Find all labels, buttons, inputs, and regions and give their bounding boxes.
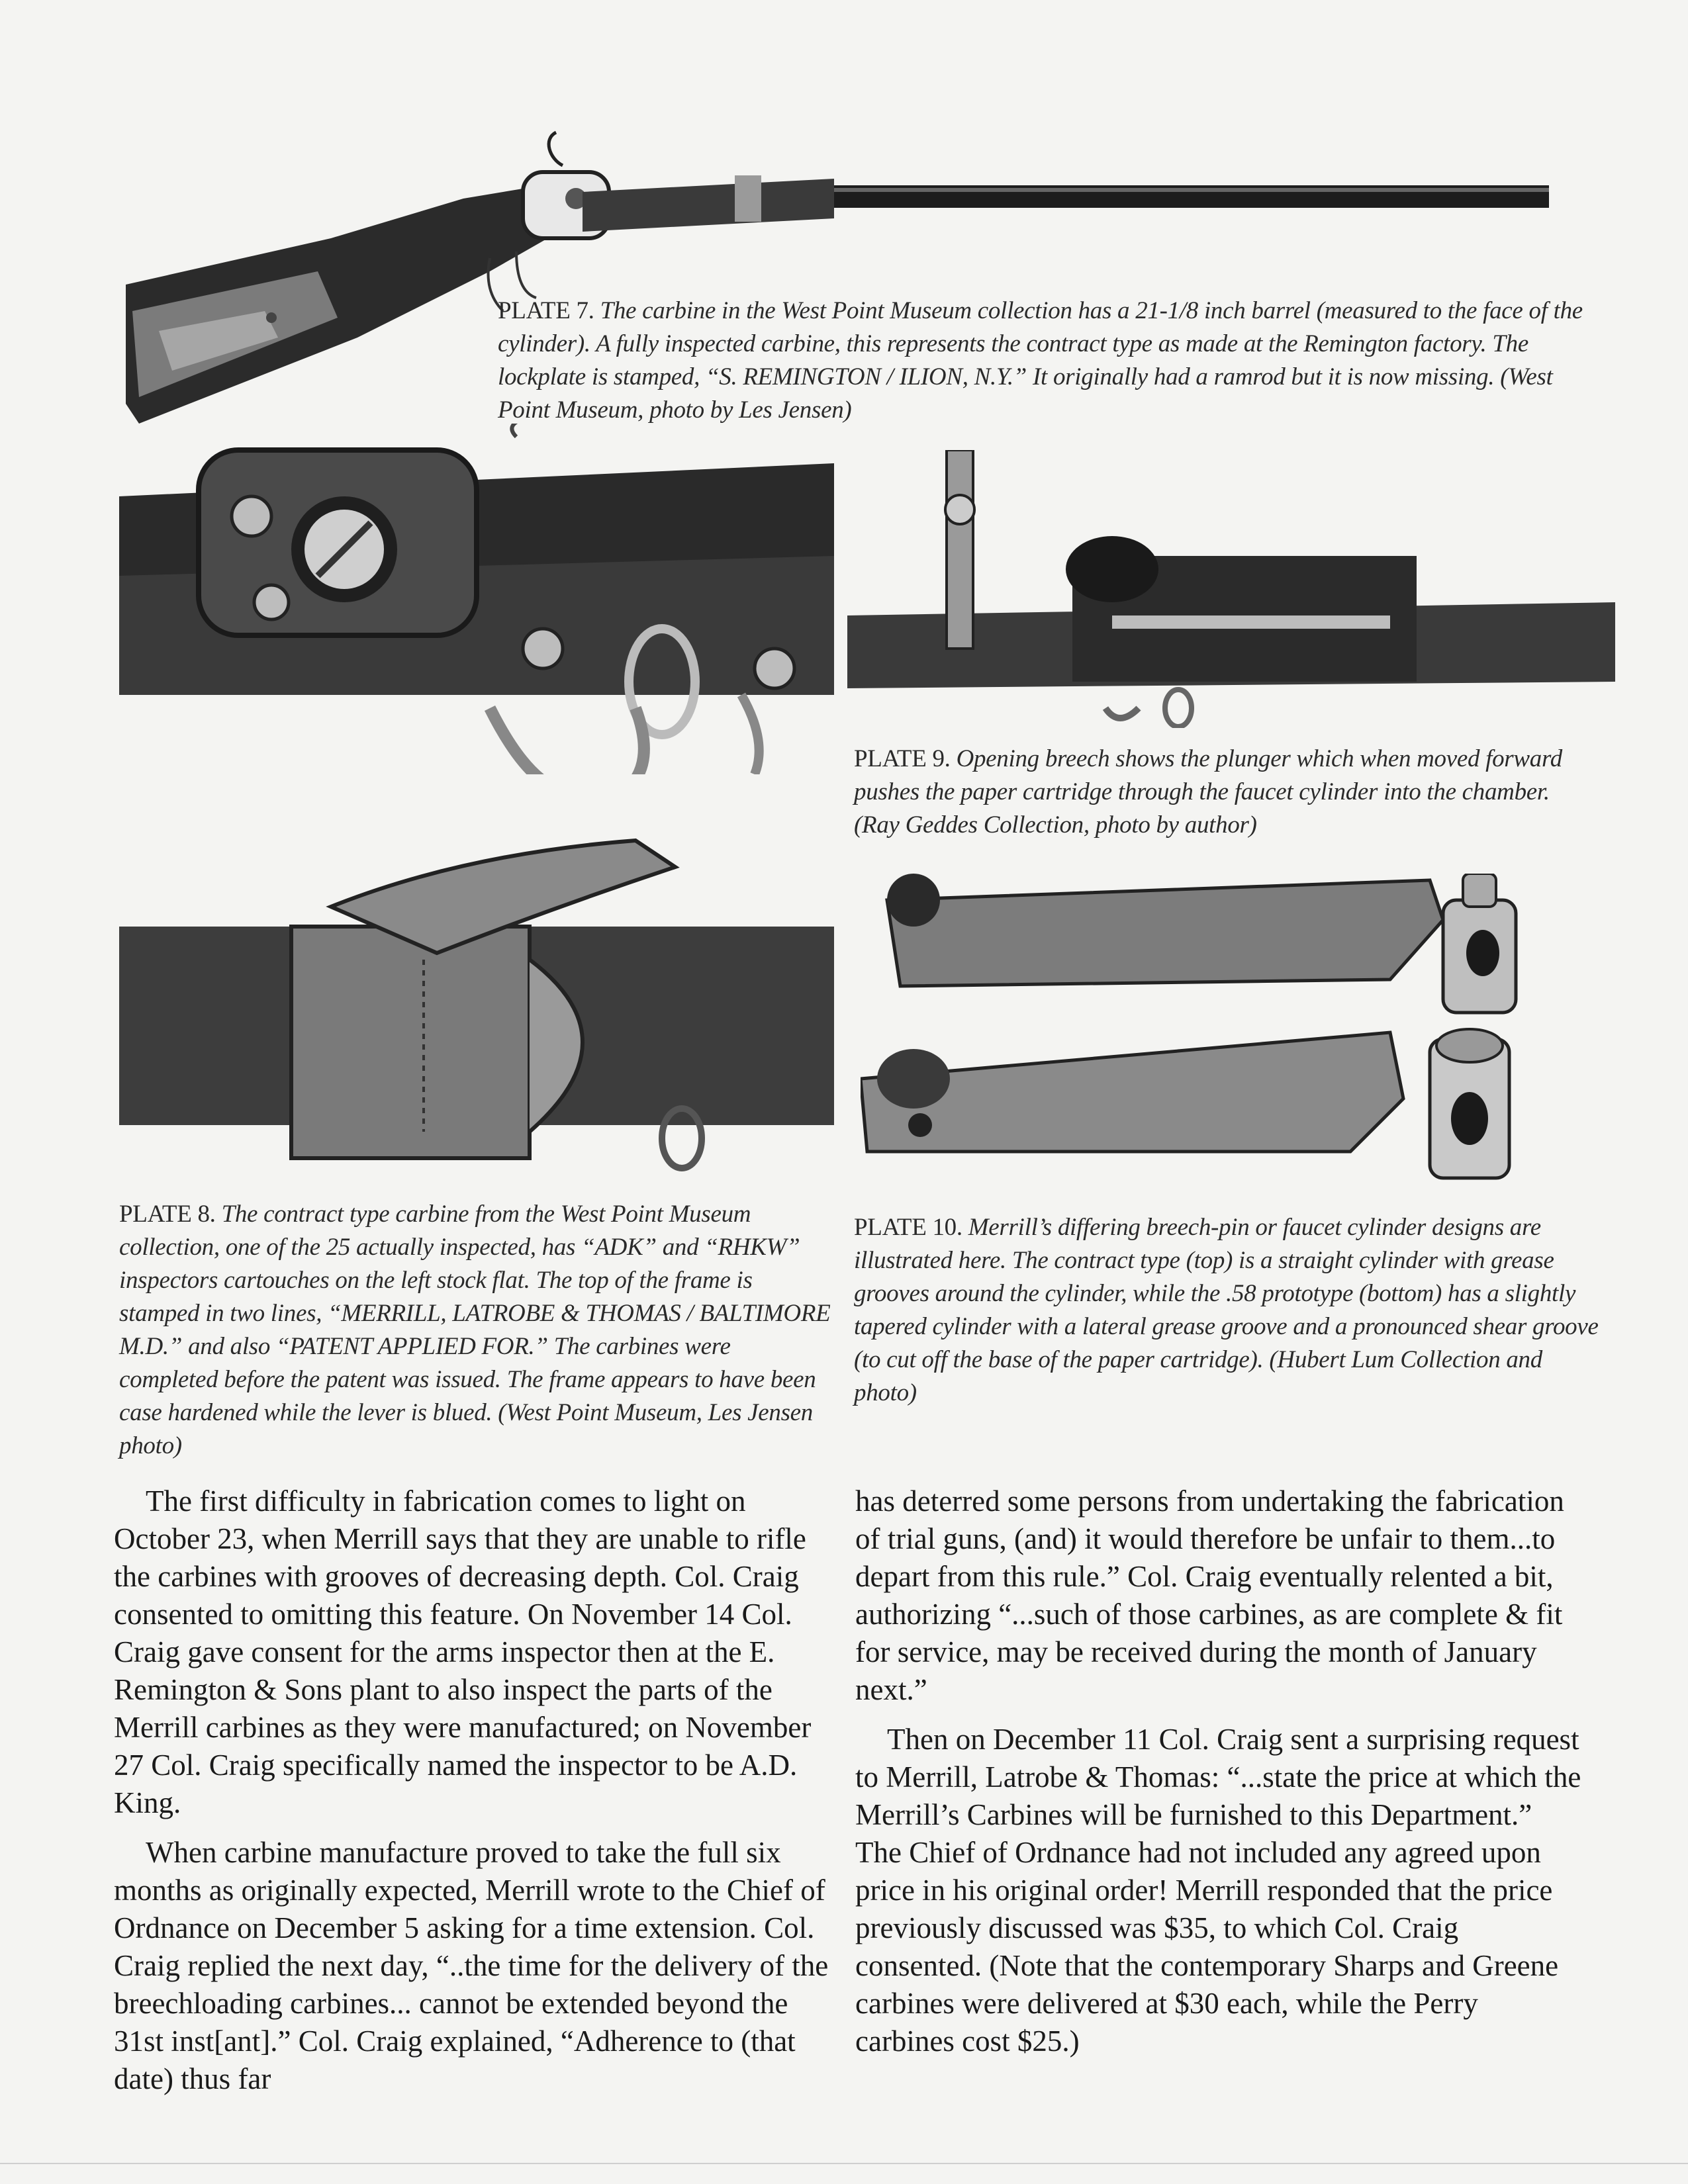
plate-10-caption <box>854 1211 1602 1410</box>
plate-7-caption <box>498 295 1583 427</box>
body-paragraph: When carbine manufacture proved to take the full six months as originally expected, Merrill wrote to the Chief of Ordnance on December 5 asking for a time extension. Col. Craig replied the next day, “..the time for the delivery of the breechloading carbines... cannot be extended beyond the 31st inst[ant].” Col. Craig explained, “Adherence to (that date) thus far <box>114 1836 829 2095</box>
page-bottom-edge <box>0 2163 1688 2164</box>
plate-8-photo-lockplate <box>119 424 834 774</box>
plate-9-caption <box>854 743 1595 842</box>
plate-label: PLATE 9. <box>854 745 951 772</box>
plate-10-photo <box>861 874 1615 1191</box>
caption-text: The carbine in the West Point Museum collection has a 21-1/8 inch barrel (measured to the face of the cylinder). A fully inspected carbine, this represents the contract type as made at the Remington factory. The lockplate is stamped, “S. REMINGTON / ILION, N.Y.” It originally had a ramrod but it is now missing. (West Point Museum, photo by Les Jensen) <box>498 297 1583 424</box>
caption-text: The contract type carbine from the West Point Museum collection, one of the 25 actually inspected, has “ADK” and “RHKW” inspectors cartouches on the left stock flat. The top of the frame is stamped in two lines, “MERRILL, LATROBE & THOMAS / BALTIMORE M.D.” and also “PATENT APPLIED FOR.” The carbines were completed before the patent was issued. The frame appears to have been case hardened while the lever is blued. (West Point Museum, Les Jensen photo) <box>119 1201 831 1459</box>
body-paragraph: has deterred some persons from undertaking the fabrication of trial guns, (and) it would therefore be unfair to them...to depart from this rule.” Col. Craig eventually relented a bit, authorizing “...such of those carbines, as are complete & fit for service, may be received during the month of January next.” <box>855 1484 1564 1706</box>
body-paragraph: Then on December 11 Col. Craig sent a surprising request to Merrill, Latrobe & Thomas: “...state the price at which the Merrill’s Carbines will be furnished to this Department.” The Chief of Ordnance had not included any agreed upon price in his original order! Merrill responded that the price previously discussed was $35, to which Col. Craig consented. (Note that the contemporary Sharps and Greene carbines were delivered at $30 each, while the Perry carbines cost $25.) <box>855 1723 1581 2058</box>
body-left-column <box>114 1482 829 2110</box>
body-paragraph: The first difficulty in fabrication comes to light on October 23, when Merrill says that they are unable to rifle the carbines with grooves of decreasing depth. Col. Craig consented to omitting this feature. On November 14 Col. Craig gave consent for the arms inspector then at the E. Remington & Sons plant to also inspect the parts of the Merrill carbines as they were manufactured; on November 27 Col. Craig specifically named the inspector to be A.D. King. <box>114 1484 812 1819</box>
plate-label: PLATE 10. <box>854 1214 962 1241</box>
caption-text: Opening breech shows the plunger which when moved forward pushes the paper cartridge through the faucet cylinder into the chamber. (Ray Geddes Collection, photo by author) <box>854 745 1562 839</box>
plate-8-caption <box>119 1198 834 1463</box>
plate-9-photo <box>847 450 1615 728</box>
plate-label: PLATE 7. <box>498 297 594 324</box>
body-right-column <box>855 1482 1583 2072</box>
caption-text: Merrill’s differing breech-pin or faucet cylinder designs are illustrated here. The contract type (top) is a straight cylinder with grease grooves around the cylinder, while the .58 prototype (bottom) has a slightly tapered cylinder with a lateral grease groove and a pronounced shear groove (to cut off the base of the paper cartridge). (Hubert Lum Collection and photo) <box>854 1214 1599 1406</box>
plate-label: PLATE 8. <box>119 1201 216 1228</box>
plate-8-photo-frame-top <box>119 827 834 1171</box>
